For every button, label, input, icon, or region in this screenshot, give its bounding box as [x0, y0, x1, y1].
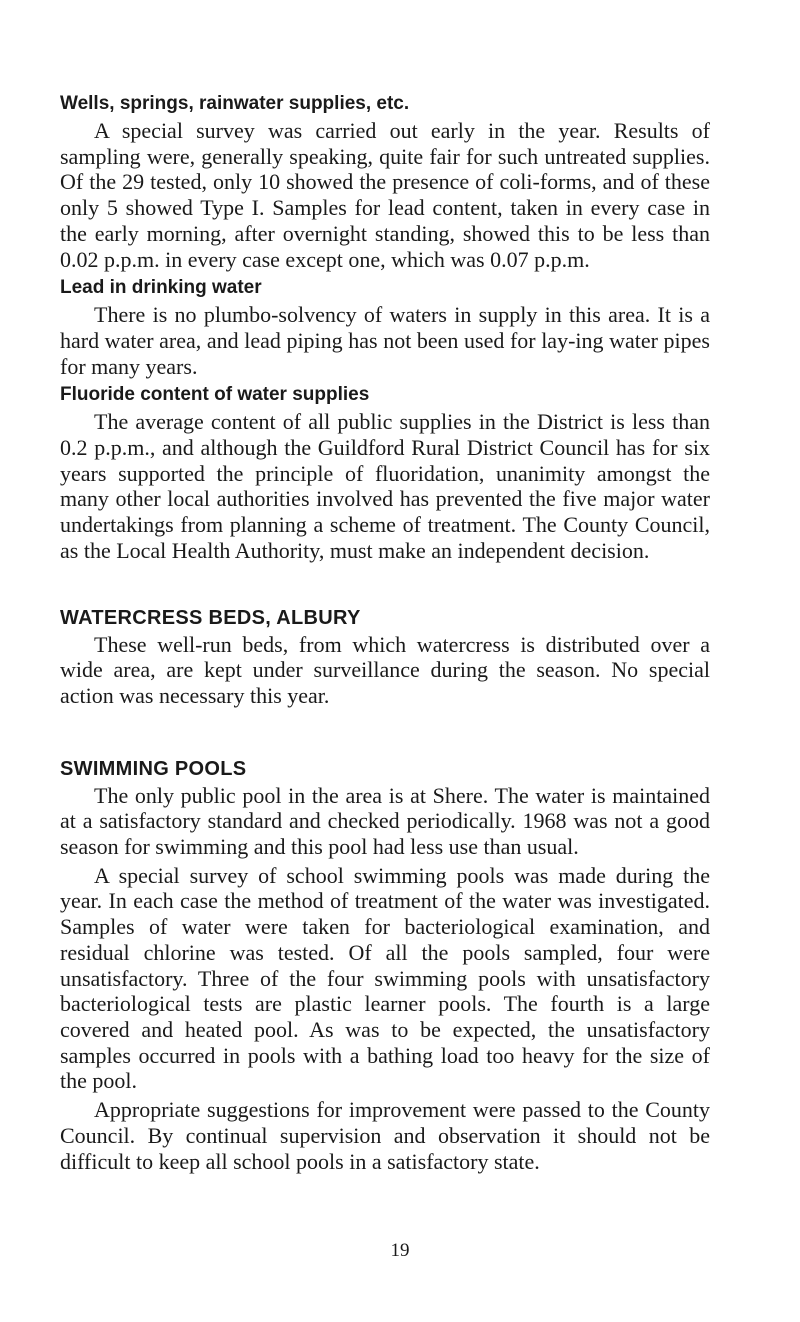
paragraph-suggestions: Appropriate suggestions for improvement were passed to the County Council. By continual supervision and observation it should not be difficult to keep all school pools in a satisfactory state.: [60, 1097, 710, 1174]
section-heading-fluoride: Fluoride content of water supplies: [60, 384, 370, 406]
paragraph-lead: There is no plumbo-solvency of waters in supply in this area. It is a hard water area, and lead piping has not been used for lay-ing water pipes for many years.: [60, 302, 710, 379]
section-fluoride: [60, 383, 710, 563]
paragraph-school-pools-survey: A special survey of school swimming pools was made during the year. In each case the method of treatment of the water was investigated. Samples of water were taken for bacteriological examination, and residual chlorine was tested. Of all the pools sampled, four were unsatisfactory. Three of the four swimming pools with unsatisfactory bacteriological tests are plastic learner pools. The fourth is a large covered and heated pool. As was to be expected, the unsatisfactory samples occurred in pools with a bathing load too heavy for the size of the pool.: [60, 862, 710, 1094]
section-watercress-beds: [60, 606, 710, 709]
section-heading-watercress: WATERCRESS BEDS, ALBURY: [60, 606, 361, 629]
paragraph-watercress: These well-run beds, from which watercress is distributed over a wide area, are kept under surveillance during the season. No special action was necessary this year.: [60, 631, 710, 708]
section-heading-swimming-pools: SWIMMING POOLS: [60, 757, 247, 780]
page-number: 19: [390, 1240, 410, 1261]
paragraph-public-pool: The only public pool in the area is at Shere. The water is maintained at a satisfactory standard and checked periodically. 1968 was not a good season for swimming and this pool had less use than usual.: [60, 782, 710, 860]
section-swimming-pools: [60, 757, 710, 1175]
paragraph-wells-survey: A special survey was carried out early in the year. Results of sampling were, generally speaking, quite fair for such untreated supplies. Of the 29 tested, only 10 showed the presence of coli-forms, and of these only 5 showed Type I. Samples for lead content, taken in every case in the early morning, after overnight standing, showed this to be less than 0.02 p.p.m. in every case except one, which was 0.07 p.p.m.: [60, 118, 710, 272]
section-heading-lead: Lead in drinking water: [60, 277, 262, 299]
section-heading-wells-springs: Wells, springs, rainwater supplies, etc.: [60, 93, 410, 114]
document-page: [60, 92, 710, 1174]
paragraph-fluoride: The average content of all public supplies in the District is less than 0.2 p.p.m., and although the Guildford Rural District Council has for six years supported the principle of fluoridation, unanimity amongst the many other local authorities involved has prevented the five major water undertakings from planning a scheme of treatment. The County Council, as the Local Health Authority, must make an independent decision.: [60, 409, 710, 563]
section-lead-drinking-water: [60, 276, 710, 379]
section-wells-springs: [60, 92, 710, 272]
